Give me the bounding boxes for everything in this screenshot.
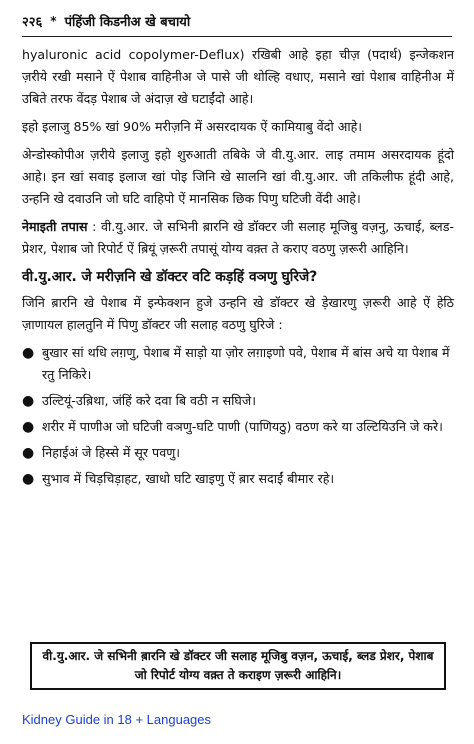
list-item-text: सुभाव में चिड़चिड़ाहट, खाधो घटि खाइणु ऐं ब़ार सदाईं बीमार रहे।: [42, 471, 335, 486]
paragraph-deflux: hyaluronic acid copolymer-Deflux) रखिबी आहे इहा चीज़ (पदार्थ) इन्जेकशन ज़रीये रखी मसाने ऐं पेशाब वाहिनीअ जे पासे जी थोल्हि वधाए, मसाने खां पेशाब वाहिनीअ में उबिते तरफ वेंदड़ पेशाब जे अंदाज़ खे घटाईंदो आहे।: [22, 47, 454, 106]
bullet-icon: ●: [22, 471, 35, 487]
page-content: [22, 44, 454, 494]
list-item-text: निहाईअं जे हिस्से में सूर पवणु।: [42, 445, 181, 460]
footer-link[interactable]: Kidney Guide in 18 + Languages: [22, 712, 212, 727]
paragraph-success-rate: इहो इलाजु 85% खां 90% मरीज़नि में असरदायक ऐं कामियाबु वेंदो आहे।: [22, 119, 363, 134]
page-header: [22, 8, 452, 34]
list-item-text: बुखार सां थधि लग़णु, पेशाब में साड़ो या ज़ोर लग़ाइणो पवे, पेशाब में बांस अचे या पेशाब में रतु निकिरे।: [42, 345, 450, 382]
bullet-icon: ●: [22, 393, 35, 409]
paragraph-precaution: [22, 216, 454, 260]
page-title: पंहिंजी किडनीअ खे बचायो: [64, 15, 191, 30]
callout-box: [30, 642, 446, 690]
header-separator: *: [50, 14, 57, 28]
section-intro: जिनि ब़ारनि खे पेशाब में इन्फेक्शन हुजे उन्हनि खे डॉक्टर खे ड़ेखारणु ज़रूरी आहे ऐं हेठि ज़ाणायल हालतुनि में पिणु डॉक्टर जी सलाह वठणु घुरिजे :: [22, 295, 454, 332]
list-item: [22, 390, 454, 412]
bullet-icon: ●: [22, 445, 35, 461]
section-heading: वी.यु.आर. जे मरीज़नि खे डॉक्टर वटि कड़हिं वञणु घुरिजे?: [22, 269, 318, 285]
callout-text: वी.यु.आर. जे सभिनी ब़ारनि खे डॉक्टर जी सलाह मूजिबु वज़न, ऊचाई, ब्लड प्रेशर, पेशाब जो रिपोर्ट योग्य वक़्त ते कराइण ज़रूरी आहिनि।: [42, 649, 434, 682]
list-item: [22, 342, 454, 386]
list-item-text: उल्टियूं-उब़िथा, जंहिं करे दवा बि वठी न सघिजे।: [42, 393, 256, 408]
page-number: २२६: [22, 15, 43, 30]
bullet-icon: ●: [22, 419, 35, 435]
precaution-label: नेमाइती तपास: [22, 219, 88, 234]
list-item: [22, 442, 454, 464]
list-item: [22, 468, 454, 490]
bullet-icon: ●: [22, 345, 35, 361]
list-item-text: शरीर में पाणीअ जो घटिजी वञणु-घटि पाणी (पाणियठु) वठण करे या उल्टियिउनि जे करे।: [42, 419, 443, 434]
list-item: [22, 416, 454, 438]
paragraph-endoscopy: अेन्डोस्कोपीअ ज़रीये इलाजु इहो शुरुआती तबिके जे वी.यु.आर. लाइ तमाम असरदायक हूंदो आहे। इन खां सवाइ इलाज खां पोइ जिनि खे सालनि खां वी.यु.आर. जी तकिलीफ हूंदी आहे, उन्हनि खे दवाउनि जो घटि वाहिपो ऐं मानसिक छिक पिणु घटिजी वेंदी आहे।: [22, 147, 454, 206]
symptom-list: [22, 342, 454, 490]
precaution-text: : वी.यु.आर. जे सभिनी ब़ारनि खे डॉक्टर जी सलाह मूजिबु वज़नु, ऊचाई, ब्लड-प्रेशर, पेशाब जो रिपोर्ट ऐं ब़ियूं ज़रूरी तपासूं योग्य वक़्त ते कराए वठणु ज़रूरी आहिनि।: [22, 219, 454, 256]
header-divider: [22, 36, 452, 37]
